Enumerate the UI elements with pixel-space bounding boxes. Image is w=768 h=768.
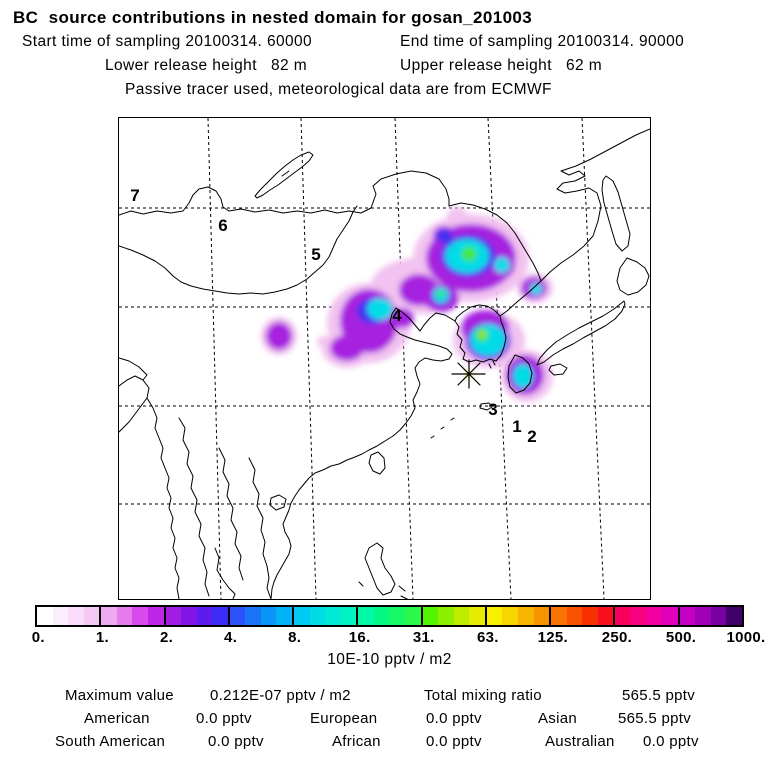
colorbar-cell [37,607,53,625]
colorbar-cell [374,607,390,625]
lower-release-label: Lower release height 82 m [105,57,308,74]
colorbar-segment [549,607,613,625]
end-time-label: End time of sampling 20100314. 90000 [400,33,685,50]
colorbar-cell [631,607,647,625]
colorbar-cell [469,607,485,625]
colorbar-cell [310,607,326,625]
region-value-australian: 0.0 pptv [643,733,699,750]
colorbar-cell [148,607,164,625]
colorbar [35,605,744,627]
trajectory-day-marker: 7 [130,186,140,205]
colorbar-cell [502,607,518,625]
colorbar-cell [726,607,742,625]
colorbar-segment [678,607,742,625]
plume-field [261,207,553,402]
colorbar-cell [166,607,182,625]
colorbar-tick-label: 63. [476,629,499,646]
coastlines [119,129,650,599]
colorbar-cell [615,607,631,625]
colorbar-cell [261,607,277,625]
region-label-south-american: South American [55,733,166,750]
colorbar-cell [551,607,567,625]
region-label-asian: Asian [538,710,578,727]
total-mixing-ratio-value: 565.5 pptv [622,687,696,704]
colorbar-cell [518,607,534,625]
colorbar-cell [294,607,310,625]
trajectory-day-marker: 5 [311,245,321,264]
colorbar-cell [132,607,148,625]
trajectory-day-marker: 3 [488,400,498,419]
colorbar-cell [534,607,550,625]
region-label-australian: Australian [545,733,615,750]
colorbar-tick-label: 8. [288,629,302,646]
colorbar-segment [292,607,356,625]
colorbar-ticks [0,629,768,649]
colorbar-cell [487,607,503,625]
region-value-south-american: 0.0 pptv [208,733,264,750]
region-value-european: 0.0 pptv [426,710,482,727]
colorbar-tick-label: 1. [95,629,109,646]
colorbar-segment [164,607,228,625]
colorbar-cell [68,607,84,625]
colorbar-cell [695,607,711,625]
map-canvas [119,118,650,599]
colorbar-tick-label: 2. [159,629,174,646]
colorbar-segment [228,607,292,625]
colorbar-cell [567,607,583,625]
map-panel [118,117,651,600]
colorbar-cell [358,607,374,625]
colorbar-tick-label: 125. [537,629,569,646]
colorbar-cell [711,607,727,625]
colorbar-cell [101,607,117,625]
colorbar-unit-label: 10E-10 pptv / m2 [327,651,452,668]
colorbar-cell [341,607,357,625]
trajectory-day-marker: 2 [527,427,537,446]
colorbar-tick-label: 500. [665,629,697,646]
trajectory-day-marker: 1 [512,417,522,436]
colorbar-cell [423,607,439,625]
colorbar-cell [662,607,678,625]
colorbar-segment [356,607,420,625]
colorbar-tick-label: 16. [348,629,371,646]
colorbar-cell [582,607,598,625]
colorbar-cell [389,607,405,625]
region-label-american: American [84,710,150,727]
maximum-value: 0.212E-07 pptv / m2 [210,687,351,704]
colorbar-segment [421,607,485,625]
upper-release-label: Upper release height 62 m [400,57,603,74]
colorbar-cell [212,607,228,625]
colorbar-cell [245,607,261,625]
colorbar-cell [117,607,133,625]
maximum-label: Maximum value [65,687,174,704]
trajectory-day-marker: 4 [392,306,402,325]
colorbar-cell [230,607,246,625]
colorbar-cell [405,607,421,625]
colorbar-cell [325,607,341,625]
colorbar-cell [680,607,696,625]
colorbar-tick-label: 0. [31,629,45,646]
start-time-label: Start time of sampling 20100314. 60000 [22,33,313,50]
figure-title: BC source contributions in nested domain for gosan_201003 [13,8,533,27]
tracer-note: Passive tracer used, meteorological data are from ECMWF [125,81,552,98]
colorbar-segment [485,607,549,625]
colorbar-segment [37,607,99,625]
colorbar-cell [53,607,69,625]
colorbar-cell [197,607,213,625]
region-label-african: African [332,733,381,750]
colorbar-cell [598,607,614,625]
colorbar-cell [438,607,454,625]
region-value-american: 0.0 pptv [196,710,252,727]
colorbar-cell [647,607,663,625]
colorbar-tick-label: 31. [412,629,435,646]
colorbar-segment [99,607,163,625]
colorbar-tick-label: 1000. [726,629,766,646]
colorbar-cell [454,607,470,625]
total-mixing-ratio-label: Total mixing ratio [424,687,542,704]
region-value-african: 0.0 pptv [426,733,482,750]
region-label-european: European [310,710,378,727]
colorbar-cell [84,607,100,625]
trajectory-day-marker: 6 [218,216,228,235]
colorbar-cell [181,607,197,625]
colorbar-tick-label: 250. [601,629,633,646]
colorbar-tick-label: 4. [224,629,238,646]
colorbar-cell [276,607,292,625]
colorbar-segment [613,607,677,625]
region-value-asian: 565.5 pptv [618,710,692,727]
